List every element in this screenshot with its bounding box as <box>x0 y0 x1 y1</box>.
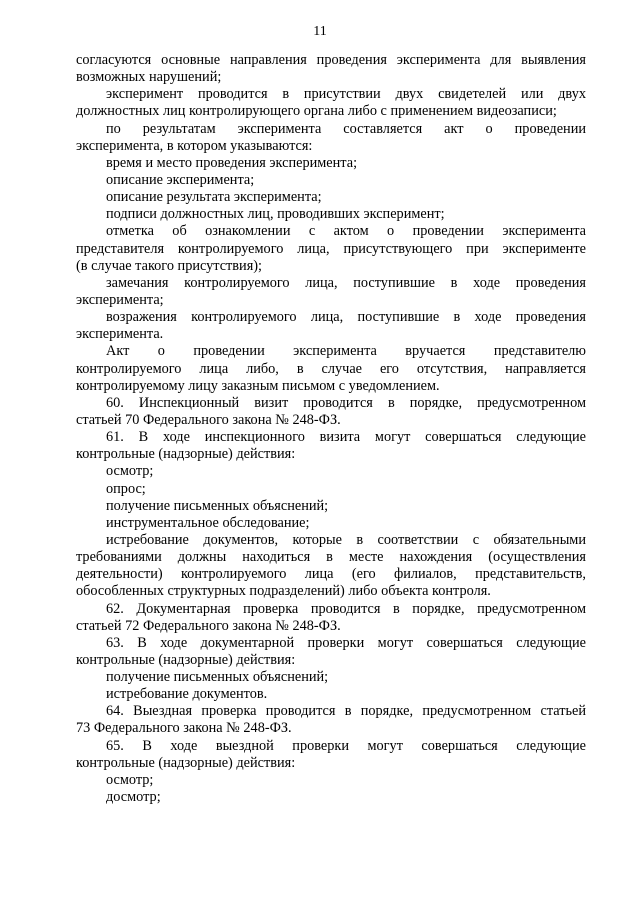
paragraph <box>76 223 586 274</box>
text-line: представителя контролируемого лица, присутствующего при эксперименте <box>76 240 586 257</box>
paragraph <box>76 669 586 686</box>
text-line: получение письменных объяснений; <box>106 669 329 686</box>
text-line: контролируемого лица либо, в случае его отсутствия, направляется <box>76 360 586 377</box>
paragraph <box>76 703 586 737</box>
paragraph <box>76 275 586 309</box>
text-line: замечания контролируемого лица, поступившие в ходе проведения <box>106 274 586 291</box>
text-line: 63. В ходе документарной проверки могут совершаться следующие <box>106 634 586 651</box>
paragraph <box>76 463 586 480</box>
text-line: (в случае такого присутствия); <box>76 257 263 274</box>
text-line: возражения контролируемого лица, поступившие в ходе проведения <box>106 309 586 326</box>
text-line: 61. В ходе инспекционного визита могут совершаться следующие <box>106 429 586 446</box>
paragraph <box>76 635 586 669</box>
text-line: обособленных структурных подразделений) либо объекта контроля. <box>76 583 491 600</box>
text-line: возможных нарушений; <box>76 69 222 86</box>
text-line: описание результата эксперимента; <box>106 189 322 206</box>
document-body <box>76 52 586 806</box>
text-line: 73 Федерального закона № 248-ФЗ. <box>76 720 292 737</box>
paragraph <box>76 686 586 703</box>
text-line: время и место проведения эксперимента; <box>106 154 358 171</box>
page-number: 11 <box>313 24 327 39</box>
paragraph <box>76 206 586 223</box>
text-line: эксперимента, в котором указываются: <box>76 137 313 154</box>
text-line: 65. В ходе выездной проверки могут совершаться следующие <box>106 737 586 754</box>
paragraph <box>76 498 586 515</box>
text-line: Акт о проведении эксперимента вручается представителю <box>106 343 586 360</box>
text-line: контрольные (надзорные) действия: <box>76 754 296 771</box>
text-line: должностных лиц контролирующего органа либо с применением видеозаписи; <box>76 103 557 120</box>
text-line: контролируемому лицу заказным письмом с уведомлением. <box>76 377 440 394</box>
paragraph <box>76 189 586 206</box>
paragraph <box>76 343 586 394</box>
text-line: статьей 70 Федерального закона № 248-ФЗ. <box>76 411 341 428</box>
text-line: контрольные (надзорные) действия: <box>76 446 296 463</box>
text-line: досмотр; <box>106 789 161 806</box>
text-line: осмотр; <box>106 771 154 788</box>
paragraph <box>76 738 586 772</box>
text-line: согласуются основные направления проведения эксперимента для выявления <box>76 52 586 68</box>
paragraph <box>76 481 586 498</box>
text-line: контрольные (надзорные) действия: <box>76 651 296 668</box>
text-line: истребование документов, которые в соответствии с обязательными <box>106 531 586 548</box>
text-line: 60. Инспекционный визит проводится в порядке, предусмотренном <box>106 394 586 411</box>
text-line: отметка об ознакомлении с актом о проведении эксперимента <box>106 223 586 240</box>
text-line: эксперимента. <box>76 326 164 343</box>
text-line: по результатам эксперимента составляется акт о проведении <box>106 120 586 137</box>
paragraph <box>76 309 586 343</box>
text-line: 64. Выездная проверка проводится в порядке, предусмотренном статьей <box>106 703 586 720</box>
paragraph <box>76 86 586 120</box>
text-line: опрос; <box>106 480 146 497</box>
paragraph <box>76 532 586 601</box>
text-line: осмотр; <box>106 463 154 480</box>
text-line: 62. Документарная проверка проводится в порядке, предусмотренном <box>106 600 586 617</box>
text-line: статьей 72 Федерального закона № 248-ФЗ. <box>76 617 341 634</box>
text-line: описание эксперимента; <box>106 171 255 188</box>
text-line: эксперимент проводится в присутствии двух свидетелей или двух <box>106 86 586 103</box>
paragraph <box>76 429 586 463</box>
text-line: эксперимента; <box>76 291 164 308</box>
text-line: требованиями должны находиться в месте нахождения (осуществления <box>76 549 586 566</box>
text-line: деятельности) контролируемого лица (его филиалов, представительств, <box>76 566 586 583</box>
paragraph <box>76 772 586 789</box>
paragraph <box>76 395 586 429</box>
paragraph <box>76 155 586 172</box>
paragraph <box>76 515 586 532</box>
paragraph <box>76 601 586 635</box>
text-line: получение письменных объяснений; <box>106 497 329 514</box>
text-line: инструментальное обследование; <box>106 514 310 531</box>
text-line: истребование документов. <box>106 686 268 703</box>
paragraph <box>76 121 586 155</box>
paragraph <box>76 789 586 806</box>
paragraph <box>76 52 586 86</box>
text-line: подписи должностных лиц, проводивших эксперимент; <box>106 206 445 223</box>
paragraph <box>76 172 586 189</box>
